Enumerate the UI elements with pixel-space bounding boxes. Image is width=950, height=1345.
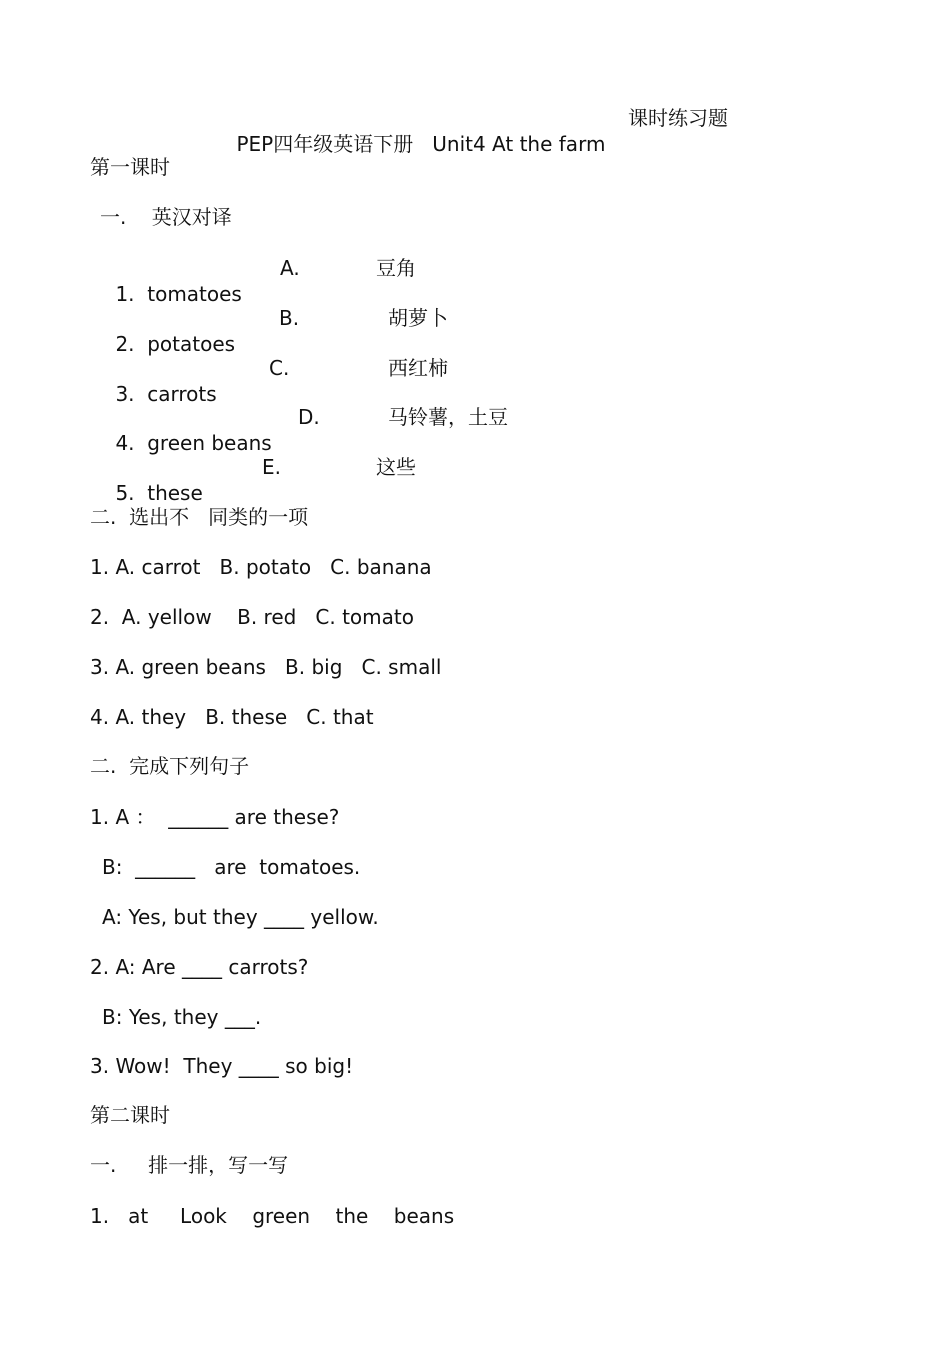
match-item-letter: D.	[298, 405, 320, 429]
match-item-chinese: 豆角	[376, 256, 416, 280]
odd-one-out-item: 4. A. they B. these C. that	[90, 705, 374, 729]
match-item-english: 2. potatoes	[115, 332, 236, 356]
sentence-line: B: ______ are tomatoes.	[102, 855, 361, 879]
match-item-letter: A.	[280, 256, 300, 280]
page-title	[211, 105, 728, 209]
odd-one-out-item: 1. A. carrot B. potato C. banana	[90, 555, 432, 579]
lesson1-heading: 第一课时	[90, 155, 170, 179]
match-item-letter: E.	[262, 455, 281, 479]
match-item-chinese: 马铃薯，土豆	[388, 405, 508, 429]
sentence-line: 1. A ： ______ are these?	[90, 805, 340, 829]
sentence-line: 2. A: Are ____ carrots?	[90, 955, 309, 979]
match-item-chinese: 这些	[376, 455, 416, 479]
match-item-english: 5. these	[115, 481, 203, 505]
sentence-line: B: Yes, they ___.	[102, 1005, 262, 1029]
sentence-line: 3. Wow! They ____ so big!	[90, 1054, 354, 1078]
match-item-chinese: 胡萝卜	[388, 306, 448, 330]
page-title-main: PEP四年级英语下册 Unit4 At the farm	[236, 132, 606, 156]
lesson1-part1-heading: 一. 英汉对译	[100, 205, 232, 229]
match-item-letter: C.	[269, 356, 290, 380]
match-item-english: 4. green beans	[115, 431, 272, 455]
match-item-english: 1. tomatoes	[115, 282, 242, 306]
page-title-sub: 课时练习题	[628, 106, 728, 130]
odd-one-out-item: 2. A. yellow B. red C. tomato	[90, 605, 414, 629]
match-item-letter: B.	[279, 306, 300, 330]
sentence-line: A: Yes, but they ____ yellow.	[102, 905, 379, 929]
word-order-item: 1. at Look green the beans	[90, 1204, 455, 1228]
lesson2-heading: 第二课时	[90, 1103, 170, 1127]
lesson1-part2-heading: 二. 选出不 同类的一项	[90, 505, 309, 529]
match-item-chinese: 西红柿	[388, 356, 448, 380]
lesson2-part1-heading: 一. 排一排，写一写	[90, 1153, 289, 1177]
odd-one-out-item: 3. A. green beans B. big C. small	[90, 655, 442, 679]
match-item-english: 3. carrots	[115, 382, 217, 406]
lesson1-part3-heading: 二. 完成下列句子	[90, 754, 250, 778]
